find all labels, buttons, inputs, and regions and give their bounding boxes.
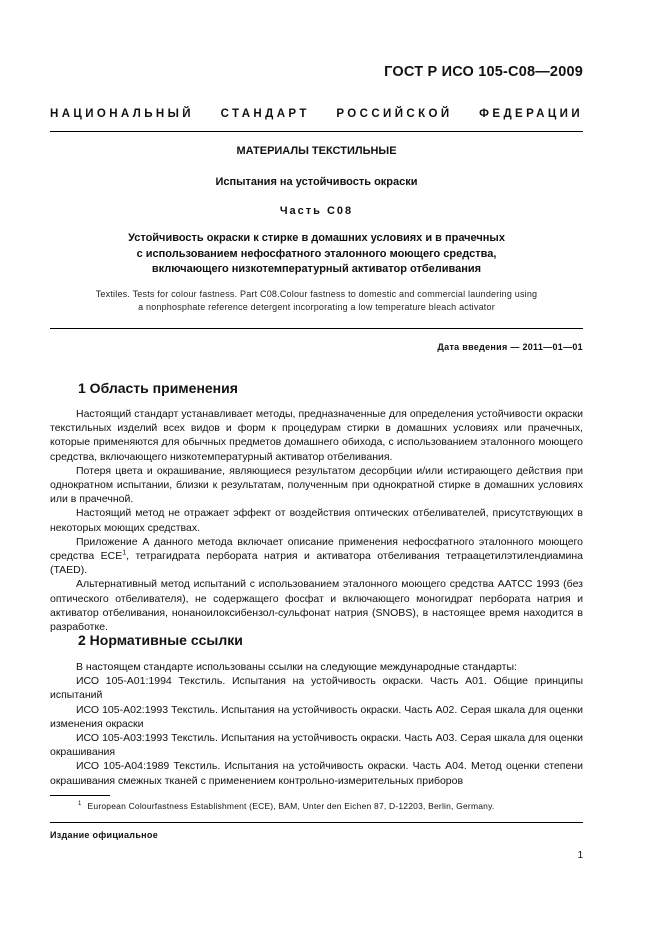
document-id: ГОСТ Р ИСО 105-C08—2009: [384, 64, 583, 80]
section-1-heading: 1 Область применения: [78, 380, 238, 396]
footnote: [78, 801, 494, 811]
reference-item: ИСО 105-A02:1993 Текстиль. Испытания на устойчивость окраски. Часть A02. Серая шкала для оценки изменения окраски: [50, 703, 583, 730]
section-1-paragraph-3: Настоящий метод не отражает эффект от воздействия оптических отбеливателей, присутствующих в некоторых моющих средствах.: [50, 507, 583, 534]
reference-item: ИСО 105-A04:1989 Текстиль. Испытания на устойчивость окраски. Часть A04. Метод оценки степени окрашивания смежных тканей с применением контрольно-измерительных приборов: [50, 760, 583, 787]
page-number: 1: [577, 850, 583, 861]
edition-label: Издание официальное: [50, 830, 159, 840]
subtitle-line-2: с использованием нефосфатного эталонного моющего средства,: [136, 247, 497, 260]
title-divider: [50, 328, 583, 329]
subtitle-line-1: Устойчивость окраски к стирке в домашних условиях и в прачечных: [128, 232, 505, 244]
paragraph-4-part-b: , тетрагидрата пербората натрия и активатора отбеливания тетраацетилэтилендиамина (TAED).: [50, 550, 583, 577]
footnote-divider: [50, 795, 110, 796]
reference-item: ИСО 105-A01:1994 Текстиль. Испытания на устойчивость окраски. Часть A01. Общие принципы испытаний: [50, 675, 583, 702]
english-title-line-2: a nonphosphate reference detergent incorporating a low temperature bleach activator: [138, 302, 495, 312]
footnote-text: European Colourfastness Establishment (ECE), BAM, Unter den Eichen 87, D-12203, Berlin, Germany.: [87, 801, 495, 811]
english-title-line-1: Textiles. Tests for colour fastness. Part C08.Colour fastness to domestic and commercial laundering using: [95, 289, 538, 299]
paragraph-4-part-a: Приложение А данного метода включает описание применения нефосфатного эталонного моющего средства ECE: [50, 535, 583, 563]
footer-divider: [50, 822, 583, 823]
subtitle-block: [50, 231, 583, 278]
section-1-paragraph-1: Настоящий стандарт устанавливает методы, предназначенные для определения устойчивости окраски текстильных изделий всех видов и форм к процедурам стирки в домашних условиях или прачечных, которые применяются для обычных предметов домашнего обихода, с использованием эталонного моющего средства, включающего низкотемпературный активатор отбеливания.: [50, 408, 583, 463]
section-1-paragraph-5: Альтернативный метод испытаний с использованием эталонного моющего средства AATCC 1993 (без оптического отбеливателя), не содержащего фосфат и включающего моногидрат пербората натрия и активатор отбеливания, нонаноилоксибензол-сульфонат натрия (SNOBS), в настоящее время находится в разработке.: [50, 578, 583, 634]
english-title: [50, 288, 583, 314]
introduction-date: Дата введения — 2011—01—01: [437, 342, 583, 352]
section-2-body: [50, 660, 583, 788]
title-line-2: Испытания на устойчивость окраски: [215, 176, 418, 188]
title-line-1: МАТЕРИАЛЫ ТЕКСТИЛЬНЫЕ: [236, 145, 397, 157]
subtitle-line-3: включающего низкотемпературный активатор отбеливания: [151, 263, 482, 275]
top-divider: [50, 131, 583, 132]
footnote-reference: 1: [122, 549, 127, 557]
national-standard-banner: НАЦИОНАЛЬНЫЙ СТАНДАРТ РОССИЙСКОЙ ФЕДЕРАЦИИ: [50, 108, 583, 120]
section-1-paragraph-2: Потеря цвета и окрашивание, являющиеся результатом десорбции и/или истирающего действия при однократном испытании, близки к результатам, полученным при однократной стирке в домашних условиях или в прачечной.: [50, 464, 583, 506]
footnote-mark: 1: [78, 801, 82, 808]
section-1-body: [50, 407, 583, 634]
reference-item: ИСО 105-A03:1993 Текстиль. Испытания на устойчивость окраски. Часть A03. Серая шкала для оценки окрашивания: [50, 732, 583, 759]
section-1-paragraph-4: [50, 535, 583, 578]
title-part: Часть C08: [279, 205, 354, 217]
section-2-heading: 2 Нормативные ссылки: [78, 632, 243, 648]
section-2-intro: В настоящем стандарте использованы ссылки на следующие международные стандарты:: [76, 661, 517, 673]
